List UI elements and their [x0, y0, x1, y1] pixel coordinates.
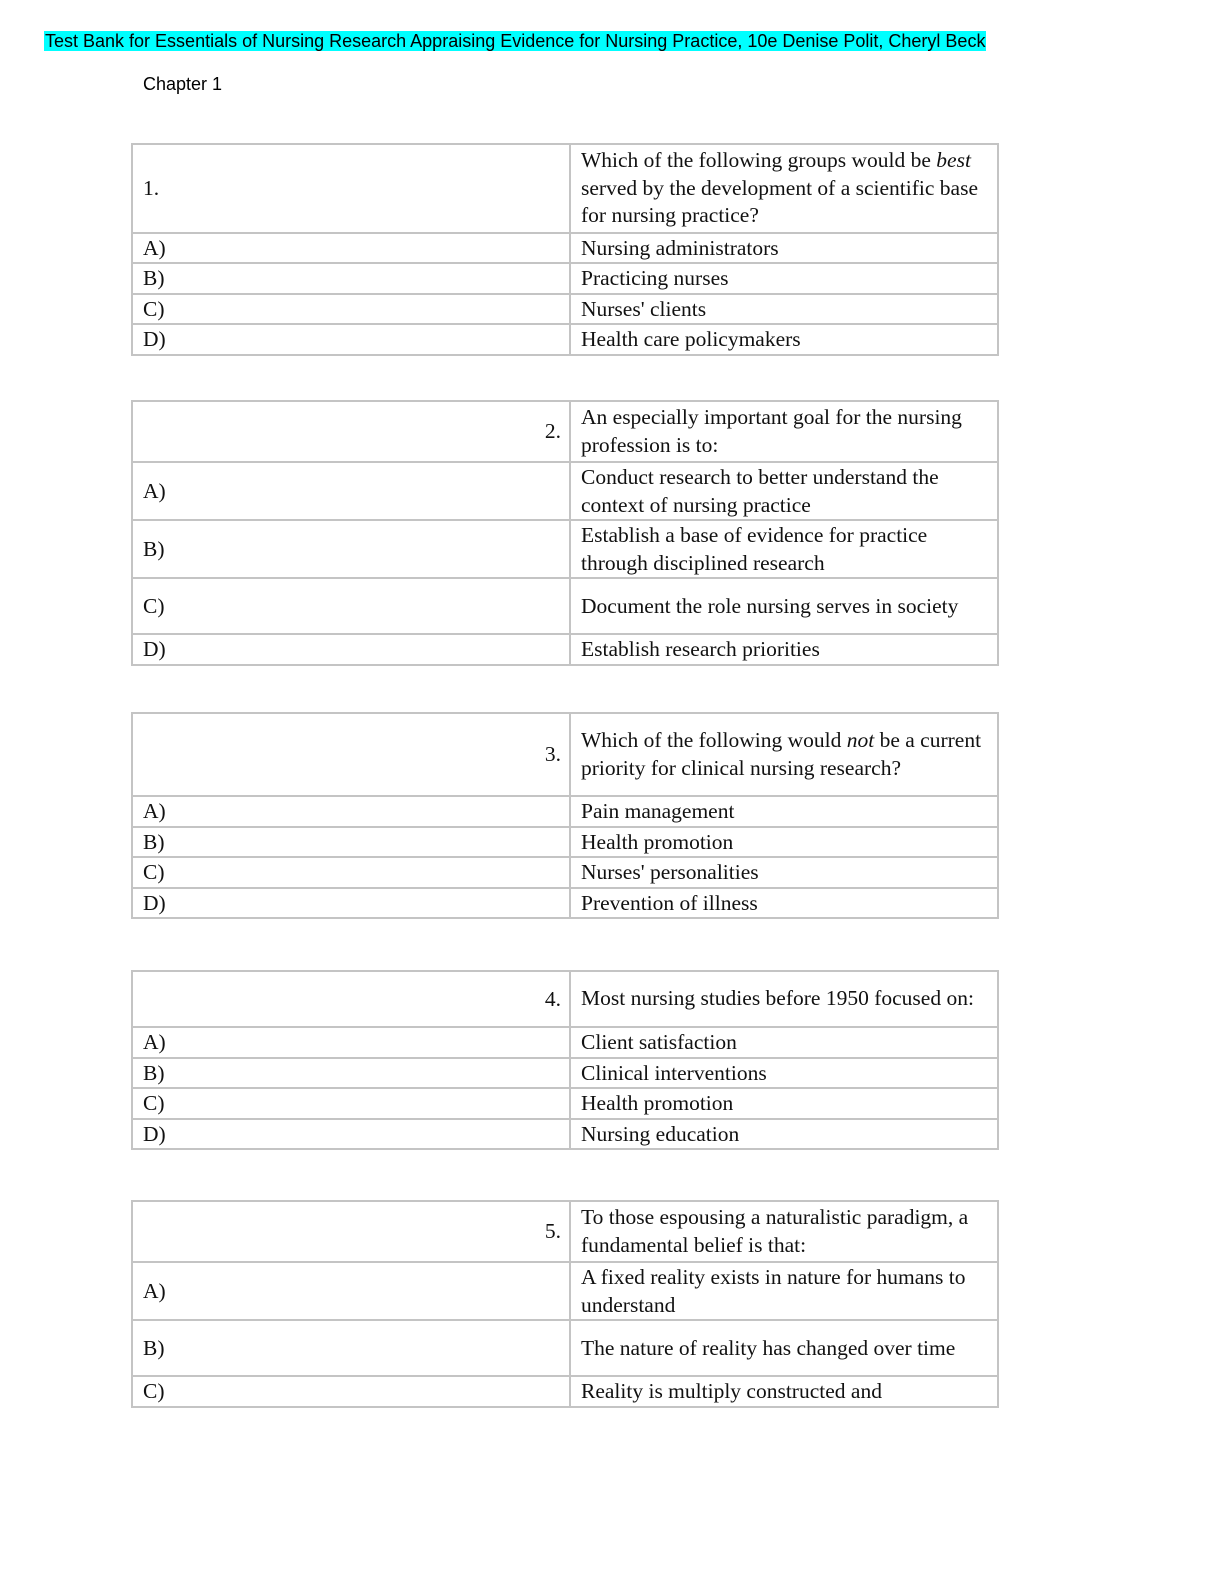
question-number: 1.: [132, 144, 570, 233]
option-row: [132, 1320, 998, 1376]
option-label: A): [132, 462, 570, 520]
question-number: 5.: [132, 1201, 570, 1262]
option-row: [132, 888, 998, 919]
question-stem: To those espousing a naturalistic paradigm, a fundamental belief is that:: [570, 1201, 998, 1262]
option-row: [132, 857, 998, 888]
option-row: [132, 1088, 998, 1119]
option-text: Establish a base of evidence for practice through disciplined research: [570, 520, 998, 578]
option-label: B): [132, 263, 570, 294]
option-text: Practicing nurses: [570, 263, 998, 294]
option-text: A fixed reality exists in nature for humans to understand: [570, 1262, 998, 1320]
option-label: D): [132, 888, 570, 919]
option-text: Establish research priorities: [570, 634, 998, 665]
question-table-4: [131, 970, 999, 1150]
question-row: [132, 1201, 998, 1262]
option-row: [132, 827, 998, 858]
option-label: B): [132, 520, 570, 578]
banner-text: Test Bank for Essentials of Nursing Research Appraising Evidence for Nursing Practice, 10e Denise Polit, Cheryl Beck: [45, 31, 986, 51]
question-table-3: [131, 712, 999, 919]
option-row: [132, 263, 998, 294]
option-row: [132, 233, 998, 264]
question-row: [132, 401, 998, 462]
option-row: [132, 520, 998, 578]
option-label: C): [132, 1088, 570, 1119]
option-label: C): [132, 1376, 570, 1407]
option-label: A): [132, 233, 570, 264]
option-text: Conduct research to better understand the context of nursing practice: [570, 462, 998, 520]
option-label: D): [132, 1119, 570, 1150]
option-row: [132, 1262, 998, 1320]
option-row: [132, 1027, 998, 1058]
option-row: [132, 1119, 998, 1150]
option-label: D): [132, 634, 570, 665]
option-label: A): [132, 796, 570, 827]
question-row: [132, 713, 998, 796]
option-label: C): [132, 294, 570, 325]
option-label: A): [132, 1027, 570, 1058]
question-number: 2.: [132, 401, 570, 462]
option-text: Health promotion: [570, 827, 998, 858]
option-row: [132, 1376, 998, 1407]
option-row: [132, 796, 998, 827]
option-row: [132, 294, 998, 325]
option-text: Nurses' clients: [570, 294, 998, 325]
question-stem: Which of the following groups would be best served by the development of a scientific base for nursing practice?: [570, 144, 998, 233]
option-label: B): [132, 1058, 570, 1089]
question-stem: Which of the following would not be a current priority for clinical nursing research?: [570, 713, 998, 796]
option-text: Pain management: [570, 796, 998, 827]
question-row: [132, 971, 998, 1027]
option-label: B): [132, 827, 570, 858]
question-stem: An especially important goal for the nursing profession is to:: [570, 401, 998, 462]
option-row: [132, 578, 998, 634]
option-label: C): [132, 578, 570, 634]
option-text: Nursing education: [570, 1119, 998, 1150]
chapter-heading: Chapter 1: [143, 74, 223, 94]
option-row: [132, 324, 998, 355]
question-row: [132, 144, 998, 233]
option-text: Nurses' personalities: [570, 857, 998, 888]
question-stem: Most nursing studies before 1950 focused on:: [570, 971, 998, 1027]
option-text: Nursing administrators: [570, 233, 998, 264]
option-label: B): [132, 1320, 570, 1376]
option-text: Health care policymakers: [570, 324, 998, 355]
option-text: Health promotion: [570, 1088, 998, 1119]
document-banner: [44, 30, 986, 53]
option-label: D): [132, 324, 570, 355]
option-text: Document the role nursing serves in society: [570, 578, 998, 634]
question-table-1: [131, 143, 999, 356]
option-text: Client satisfaction: [570, 1027, 998, 1058]
question-table-2: [131, 400, 999, 666]
option-text: Clinical interventions: [570, 1058, 998, 1089]
option-row: [132, 634, 998, 665]
option-row: [132, 1058, 998, 1089]
option-text: The nature of reality has changed over time: [570, 1320, 998, 1376]
option-text: Prevention of illness: [570, 888, 998, 919]
option-row: [132, 462, 998, 520]
option-label: C): [132, 857, 570, 888]
option-text: Reality is multiply constructed and: [570, 1376, 998, 1407]
option-label: A): [132, 1262, 570, 1320]
question-table-5: [131, 1200, 999, 1408]
question-number: 3.: [132, 713, 570, 796]
question-number: 4.: [132, 971, 570, 1027]
